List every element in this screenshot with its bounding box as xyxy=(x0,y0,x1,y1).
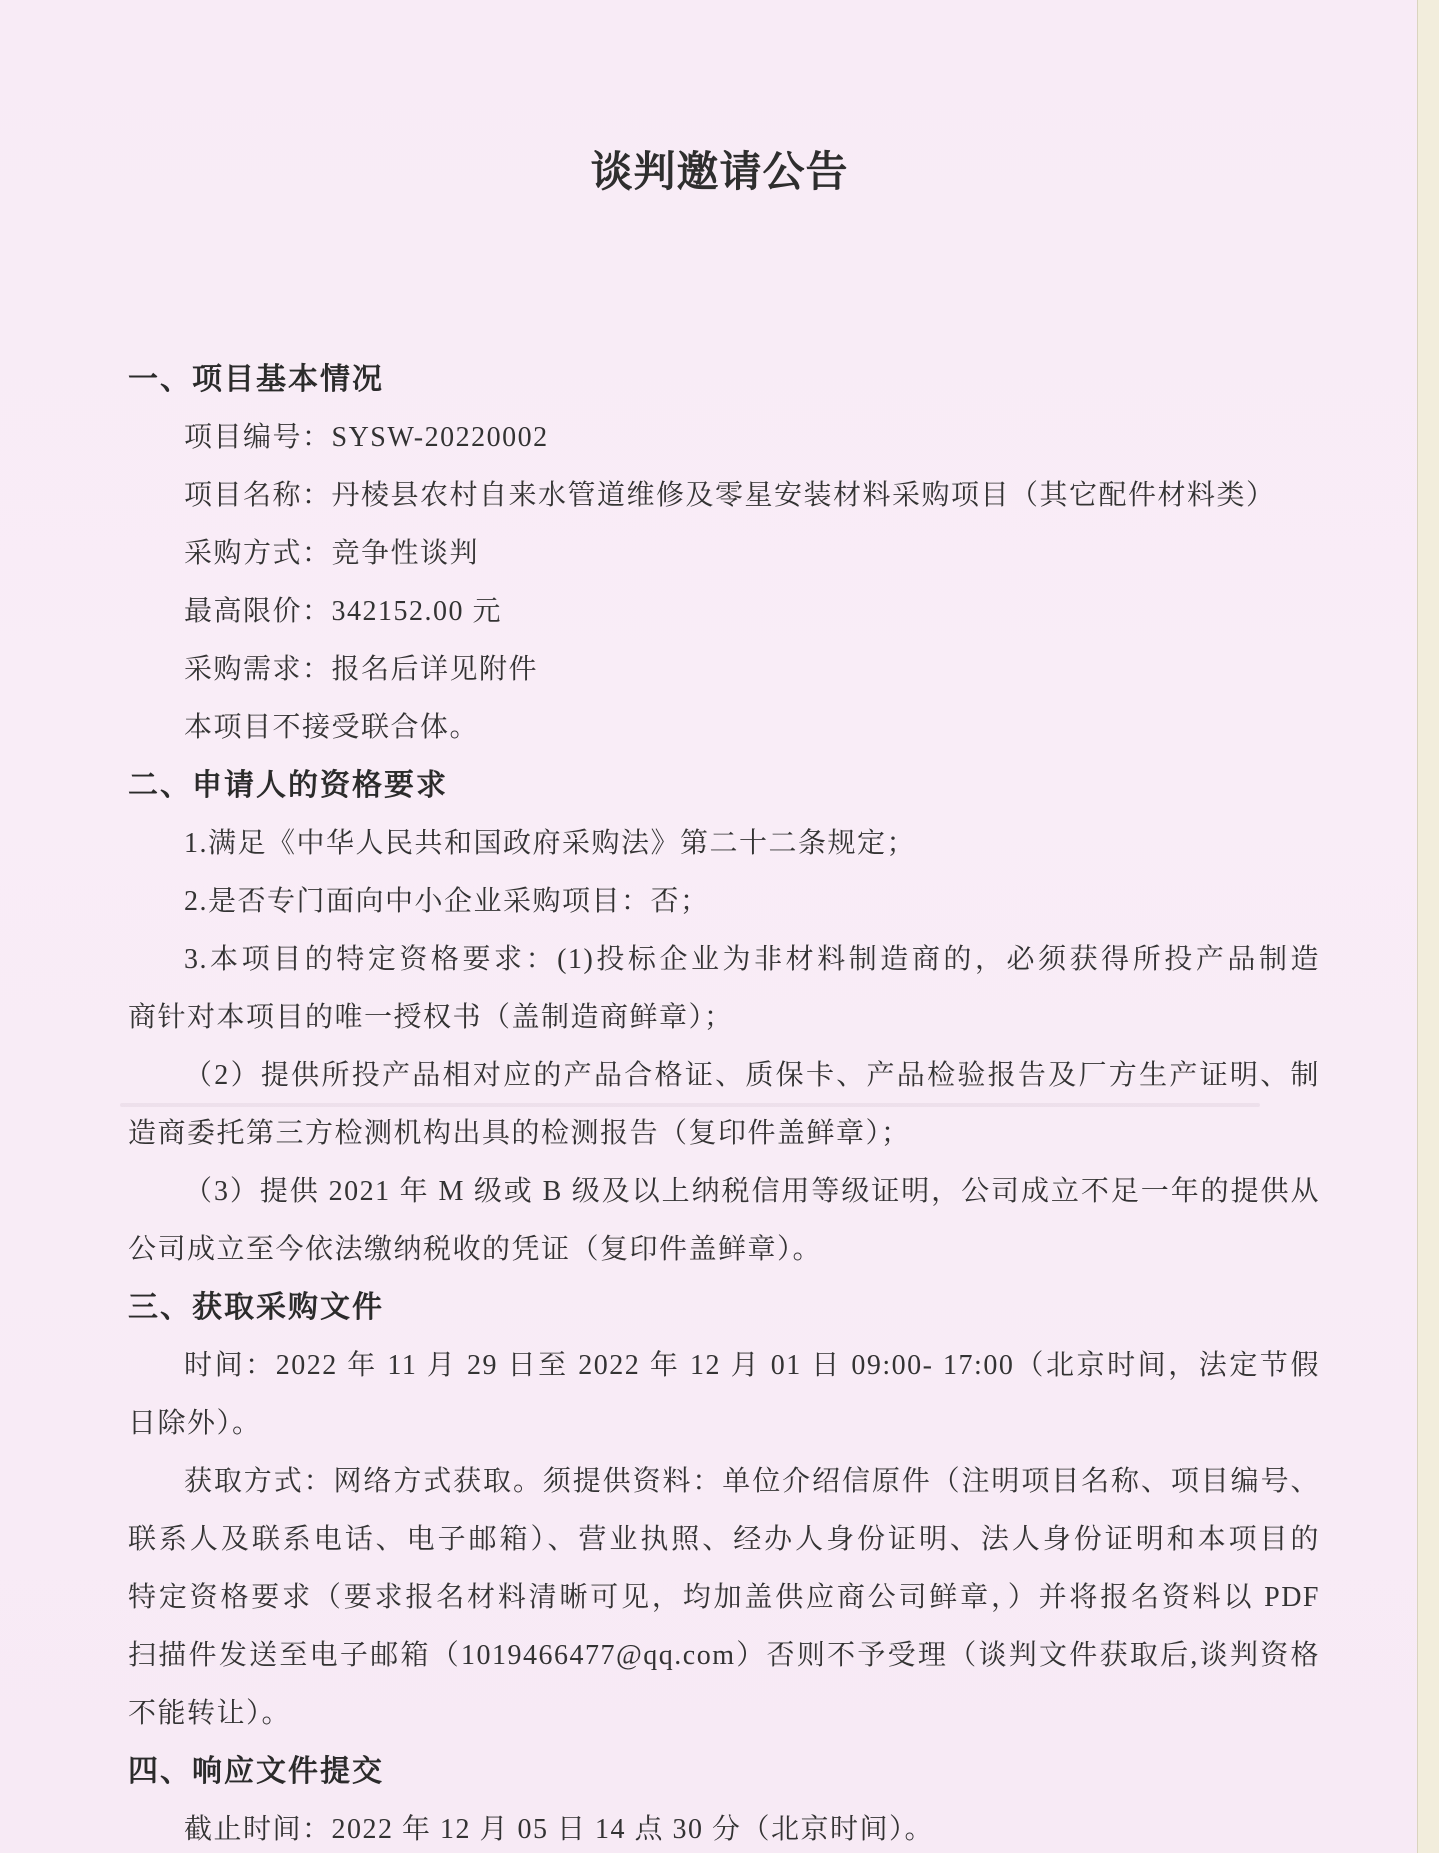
doc-line: 日除外）。 xyxy=(128,1408,262,1439)
doc-section-heading: 二、申请人的资格要求 xyxy=(128,769,448,802)
doc-line: （3）提供 2021 年 M 级或 B 级及以上纳税信用等级证明，公司成立不足一年的提供从 xyxy=(184,1176,1320,1207)
doc-line: 联系人及联系电话、电子邮箱）、营业执照、经办人身份证明、法人身份证明和本项目的 xyxy=(128,1524,1320,1555)
doc-line: 1.满足《中华人民共和国政府采购法》第二十二条规定； xyxy=(184,828,917,859)
doc-line: 不能转让）。 xyxy=(128,1698,292,1729)
doc-line: 项目编号：SYSW-20220002 xyxy=(184,422,549,453)
doc-line: 造商委托第三方检测机构出具的检测报告（复印件盖鲜章）； xyxy=(128,1118,911,1149)
doc-line: 获取方式：网络方式获取。须提供资料：单位介绍信原件（注明项目名称、项目编号、 xyxy=(184,1466,1320,1497)
doc-line: 时间：2022 年 11 月 29 日至 2022 年 12 月 01 日 09:00- 17:00（北京时间，法定节假 xyxy=(184,1350,1320,1381)
doc-line: 商针对本项目的唯一授权书（盖制造商鲜章）； xyxy=(128,1002,734,1033)
page-edge-strip xyxy=(1417,0,1439,1853)
doc-line: 公司成立至今依法缴纳税收的凭证（复印件盖鲜章）。 xyxy=(128,1234,823,1265)
doc-section-heading: 一、项目基本情况 xyxy=(128,363,384,396)
doc-line: 采购方式：竞争性谈判 xyxy=(184,538,480,569)
document-title: 谈判邀请公告 xyxy=(590,150,849,196)
doc-line: 特定资格要求（要求报名材料清晰可见，均加盖供应商公司鲜章，）并将报名资料以 PDF xyxy=(128,1582,1320,1613)
doc-line: 3.本项目的特定资格要求：(1)投标企业为非材料制造商的，必须获得所投产品制造 xyxy=(184,944,1320,975)
doc-line: （2）提供所投产品相对应的产品合格证、质保卡、产品检验报告及厂方生产证明、制 xyxy=(184,1060,1320,1091)
doc-line: 截止时间：2022 年 12 月 05 日 14 点 30 分（北京时间）。 xyxy=(184,1814,935,1845)
doc-line: 扫描件发送至电子邮箱（1019466477@qq.com）否则不予受理（谈判文件获取后,谈判资格 xyxy=(128,1640,1320,1671)
doc-section-heading: 四、响应文件提交 xyxy=(128,1755,384,1788)
doc-section-heading: 三、获取采购文件 xyxy=(128,1291,384,1324)
doc-line: 采购需求：报名后详见附件 xyxy=(184,654,539,685)
doc-line: 项目名称：丹棱县农村自来水管道维修及零星安装材料采购项目（其它配件材料类） xyxy=(184,480,1276,511)
doc-line: 最高限价：342152.00 元 xyxy=(184,596,503,627)
scan-artifact xyxy=(120,1103,1260,1107)
document-body xyxy=(128,351,1320,1853)
doc-line: 本项目不接受联合体。 xyxy=(184,712,480,743)
doc-line: 2.是否专门面向中小企业采购项目：否； xyxy=(184,886,710,917)
